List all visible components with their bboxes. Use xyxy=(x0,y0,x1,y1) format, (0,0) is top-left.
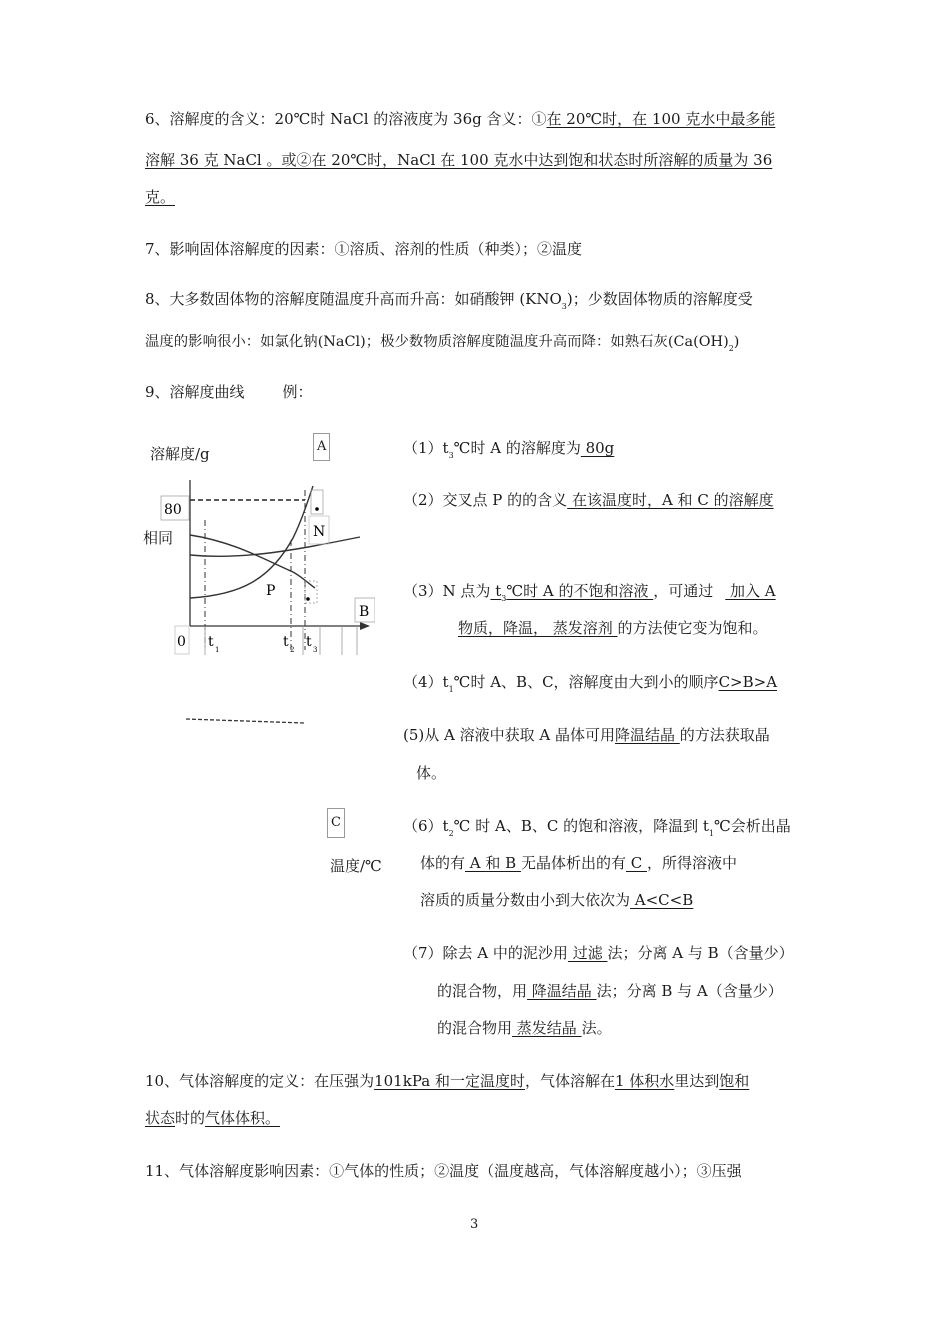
s11-line: 11、气体溶解度影响因素：①气体的性质；②温度（温度越高，气体溶解度越小）；③压强 xyxy=(145,1162,742,1180)
q5-line1: (5)从 A 溶液中获取 A 晶体可用降温结晶 的方法获取晶 xyxy=(403,726,770,744)
q7-line1: （7）除去 A 中的泥沙用 过滤 法；分离 A 与 B（含量少） xyxy=(403,944,794,962)
s8-line1: 8、大多数固体物的溶解度随温度升高而升高：如硝酸钾 $(KNO_3)$；少数固体物质的溶解度受 xyxy=(145,290,753,311)
chart-label-p: P xyxy=(266,583,276,599)
s10-line1: 10、气体溶解度的定义：在压强为101kPa 和一定温度时，气体溶解在1 体积水里达到饱和 xyxy=(145,1072,750,1090)
s8-line2: 温度的影响很小：如氯化钠(NaCl)；极少数物质溶解度随温度升高而降：如熟石灰$(Ca(OH)_2)$ xyxy=(145,334,740,353)
chart-t1: t xyxy=(208,634,214,650)
q5-line2: 体。 xyxy=(416,764,447,782)
s6-line3: 克。 xyxy=(145,188,176,206)
chart-t3-sub: 3 xyxy=(313,646,318,654)
q6-line2: 体的有 A 和 B 无晶体析出的有 C ，所得溶液中 xyxy=(420,854,737,872)
curve-a xyxy=(190,486,313,598)
q6-line3: 溶质的质量分数由小到大依次为 A<C<B xyxy=(420,891,694,909)
q4: $(4)t_1℃$时 A、B、C，溶解度由大到小的顺序C>B>A xyxy=(403,673,778,694)
chart-t3: t xyxy=(306,634,312,650)
s10-line2: 状态时的气体体积。 xyxy=(145,1109,281,1127)
q6-line1: $(6)t_2℃$ 时 A、B、C 的饱和溶液，降温到 $t_1℃$会析出晶 xyxy=(403,817,791,838)
solubility-chart xyxy=(145,480,375,690)
chart-xlabel: 温度/℃ xyxy=(330,857,382,875)
q7-line2: 的混合物，用 降温结晶 法；分离 B 与 A（含量少） xyxy=(437,982,783,1000)
chart-label-n: N xyxy=(313,524,326,540)
chart-label-c-box: C xyxy=(327,808,345,838)
s6-underline1: 在 20℃时，在 100 克水中最多能 xyxy=(546,110,776,128)
s6-line2: 溶解 36 克 NaCl 。或②在 20℃时，NaCl 在 100 克水中达到饱和状态时所溶解的质量为 36 xyxy=(145,151,773,169)
s9-title: 9、溶解度曲线 例： xyxy=(145,383,313,401)
s7-line: 7、影响固体溶解度的因素：①溶质、溶剂的性质（种类）；②温度 xyxy=(145,240,583,258)
chart-t2-sub: 2 xyxy=(290,646,295,654)
chart-label-80: 80 xyxy=(164,502,182,518)
curve-c xyxy=(190,535,315,588)
page-number: 3 xyxy=(470,1217,479,1232)
point-n xyxy=(315,507,319,511)
chart-label-a-box: A xyxy=(313,433,330,461)
chart-t2: t xyxy=(283,634,289,650)
chart-label-0: 0 xyxy=(177,634,186,650)
s6-line1: 6、溶解度的含义：20℃时 NaCl 的溶液度为 36g 含义：①在 20℃时，在 100 克水中最多能 xyxy=(145,110,776,128)
q7-line3: 的混合物用 蒸发结晶 法。 xyxy=(437,1019,612,1037)
q2: （2）交叉点 P 的的含义 在该温度时，A 和 C 的溶解度 xyxy=(403,491,774,509)
chart-t1-sub: 1 xyxy=(215,646,220,654)
q3-line2: 物质，降温， 蒸发溶剂 的方法使它变为饱和。 xyxy=(458,619,768,637)
dashed-mark xyxy=(186,717,306,725)
chart-label-b: B xyxy=(359,604,370,620)
chart-label-same: 相同 xyxy=(143,529,174,547)
q3-line1: （3）N 点为 $t_3℃$时 A 的不饱和溶液 ，可通过 加入 A xyxy=(403,582,776,603)
chart-ylabel: 溶解度/g xyxy=(150,445,210,463)
q1: $(1)t_3℃$时 A 的溶解度为 80g xyxy=(403,439,615,460)
